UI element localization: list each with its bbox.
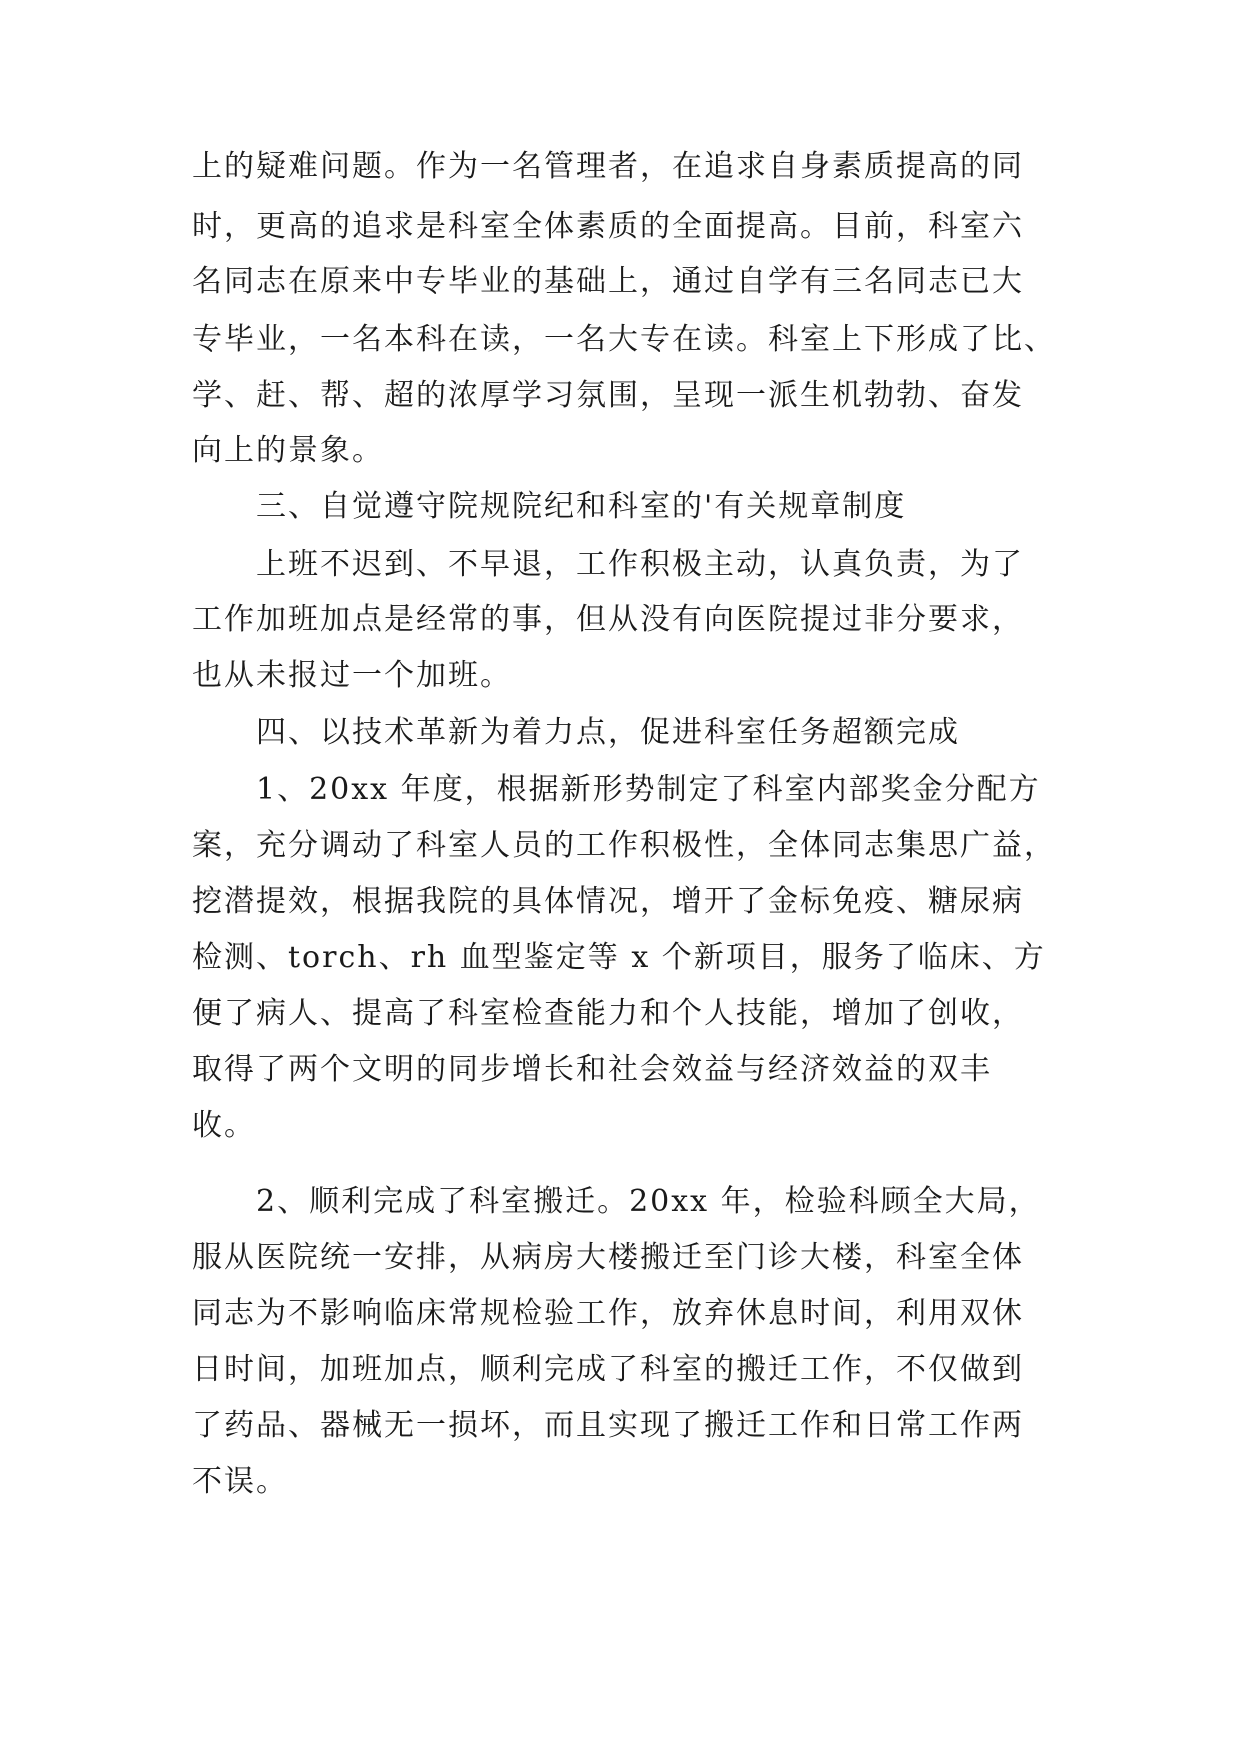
section-heading-4: 四、以技术革新为着力点，促进科室任务超额完成	[256, 715, 960, 750]
body-text-line: 收。	[192, 1108, 256, 1143]
body-text-line: 1、20xx 年度，根据新形势制定了科室内部奖金分配方	[256, 772, 1041, 807]
body-text-line: 名同志在原来中专毕业的基础上，通过自学有三名同志已大	[192, 264, 1024, 299]
body-text-line: 服从医院统一安排，从病房大楼搬迁至门诊大楼，科室全体	[192, 1240, 1024, 1275]
body-text-line: 上班不迟到、不早退，工作积极主动，认真负责，为了	[256, 547, 1024, 582]
body-text-line: 时，更高的追求是科室全体素质的全面提高。目前，科室六	[192, 209, 1024, 244]
body-text-line: 挖潜提效，根据我院的具体情况，增开了金标免疫、糖尿病	[192, 884, 1024, 919]
body-text-line: 日时间，加班加点，顺利完成了科室的搬迁工作，不仅做到	[192, 1352, 1024, 1387]
body-text-line: 专毕业，一名本科在读，一名大专在读。科室上下形成了比、	[192, 322, 1056, 357]
body-text-line: 上的疑难问题。作为一名管理者，在追求自身素质提高的同	[192, 149, 1024, 184]
body-text-line: 学、赶、帮、超的浓厚学习氛围，呈现一派生机勃勃、奋发	[192, 378, 1024, 413]
body-text-line: 也从未报过一个加班。	[192, 658, 512, 693]
body-text-line: 同志为不影响临床常规检验工作，放弃休息时间，利用双休	[192, 1296, 1024, 1331]
body-text-line: 工作加班加点是经常的事，但从没有向医院提过非分要求，	[192, 602, 1024, 637]
body-text-line: 案，充分调动了科室人员的工作积极性，全体同志集思广益，	[192, 828, 1056, 863]
body-text-line: 取得了两个文明的同步增长和社会效益与经济效益的双丰	[192, 1052, 992, 1087]
section-heading-3: 三、自觉遵守院规院纪和科室的'有关规章制度	[256, 489, 907, 524]
body-text-line: 便了病人、提高了科室检查能力和个人技能，增加了创收，	[192, 996, 1024, 1031]
body-text-line: 向上的景象。	[192, 433, 384, 468]
body-text-line: 了药品、器械无一损坏，而且实现了搬迁工作和日常工作两	[192, 1408, 1024, 1443]
body-text-line: 不误。	[192, 1464, 288, 1499]
body-text-line: 2、顺利完成了科室搬迁。20xx 年，检验科顾全大局，	[256, 1184, 1041, 1219]
body-text-line: 检测、torch、rh 血型鉴定等 x 个新项目，服务了临床、方	[192, 940, 1046, 975]
